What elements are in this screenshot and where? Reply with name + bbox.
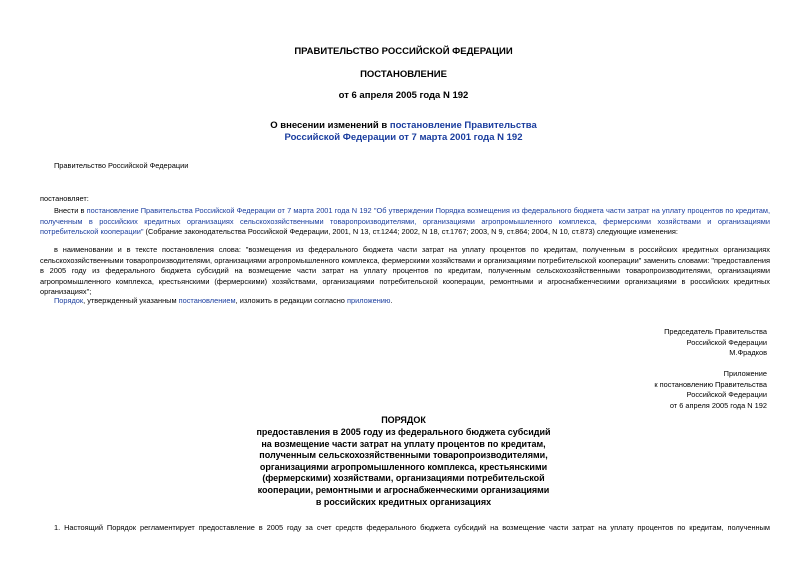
subject-link-part1[interactable]: постановление Правительства (389, 120, 537, 131)
para3-mid1: , утвержденный указанным (83, 296, 177, 305)
government-heading: ПРАВИТЕЛЬСТВО РОССИЙСКОЙ ФЕДЕРАЦИИ (294, 46, 513, 57)
appendix-date: от 6 апреля 2005 года N 192 (669, 400, 767, 410)
order-subtitle-line: (фермерскими) хозяйствами, организациями потребительской (262, 473, 545, 484)
paragraph-2: в наименовании и в тексте постановления слова: "возмещения из федерального бюджета части затрат на уплату процентов по кредитам, полученным в российских кредитных организациях сельскохозяйственными товаропроизводителями, организациями агропромышленного комплекса, фермерскими хозяйствами и организациями потребительской кооперации" заменить словами: "предоставления в 2005 году из федерального бюджета субсидий на возмещение части затрат на уплату процентов по кредитам, полученным сельскохозяйственными товаропроизводителями, организациями агропромышленного комплекса, крестьянскими (фермерскими) хозяйствами, организациями потребительской кооперации, ремонтными и агроснабженческими организациями в российских кредитных организациях"; (40, 245, 770, 296)
para3-mid2: , изложить в редакции согласно (235, 296, 345, 305)
decrees-text: постановляет: (40, 194, 89, 203)
order-subtitle-line: предоставления в 2005 году из федерального бюджета субсидий (256, 427, 551, 437)
paragraph-4: 1. Настоящий Порядок регламентирует предоставление в 2005 году за счет средств федерального бюджета субсидий на возмещение части затрат на уплату процентов по кредитам, полученным (54, 523, 770, 532)
signature-org: Российской Федерации (686, 337, 767, 347)
resolution-link[interactable]: постановлением (178, 296, 236, 305)
subject-line-2 (0, 132, 807, 144)
decree-2001-link[interactable]: постановление Правительства Российской Федерации от 7 марта 2001 года N 192 (86, 206, 372, 215)
issuer-text: Правительство Российской Федерации (54, 161, 189, 170)
appendix-block (654, 369, 767, 411)
subject-link-part2[interactable]: Российской Федерации от 7 марта 2001 года N 192 (284, 132, 523, 143)
order-subtitle (0, 427, 807, 508)
appendix-link[interactable]: приложению (346, 296, 391, 305)
appendix-org: Российской Федерации (686, 390, 767, 399)
order-heading: ПОРЯДОК (381, 415, 426, 425)
order-subtitle-line: в российских кредитных организациях (315, 496, 492, 507)
appendix-ref: к постановлению Правительства (654, 379, 767, 389)
paragraph-1 (40, 206, 770, 238)
signature-name: М.Фрадков (729, 348, 767, 357)
order-subtitle-line: на возмещение части затрат на уплату процентов по кредитам, (261, 438, 546, 449)
appendix-label: Приложение (723, 369, 767, 378)
order-subtitle-line: полученным сельскохозяйственными товаропроизводителями, (259, 450, 548, 461)
para1-post: (Собрание законодательства Российской Федерации, 2001, N 13, ст.1244; 2002, N 18, ст.1767; 2003, N 9, ст.864; 2004, N 10, ст.873) следующие изменения: (145, 227, 678, 236)
para1-pre: Внести в (54, 206, 85, 215)
para3-end: . (390, 296, 393, 305)
decree-title-link[interactable]: "Об утверждении Порядка возмещения из федерального бюджета части затрат на уплату процентов по кредитам, полученным в российских кредитных организациях сельскохозяйственными товаропроизводителями, организациями агропромышленного комплекса, фермерскими хозяйствами и организациями потребительской кооперации" (40, 206, 770, 236)
signature-position: Председатель Правительства (664, 327, 767, 336)
signature-block (664, 327, 767, 359)
doc-type-heading: ПОСТАНОВЛЕНИЕ (360, 69, 447, 80)
subject-line-1 (0, 120, 807, 132)
order-subtitle-line: кооперации, ремонтными и агроснабженческими организациями (257, 484, 550, 495)
subject-prefix: О внесении изменений в (270, 120, 388, 131)
date-number-heading: от 6 апреля 2005 года N 192 (338, 90, 469, 101)
paragraph-3 (40, 296, 770, 307)
order-subtitle-line: организациями агропромышленного комплекса, крестьянскими (259, 461, 548, 472)
order-link[interactable]: Порядок (54, 296, 84, 305)
